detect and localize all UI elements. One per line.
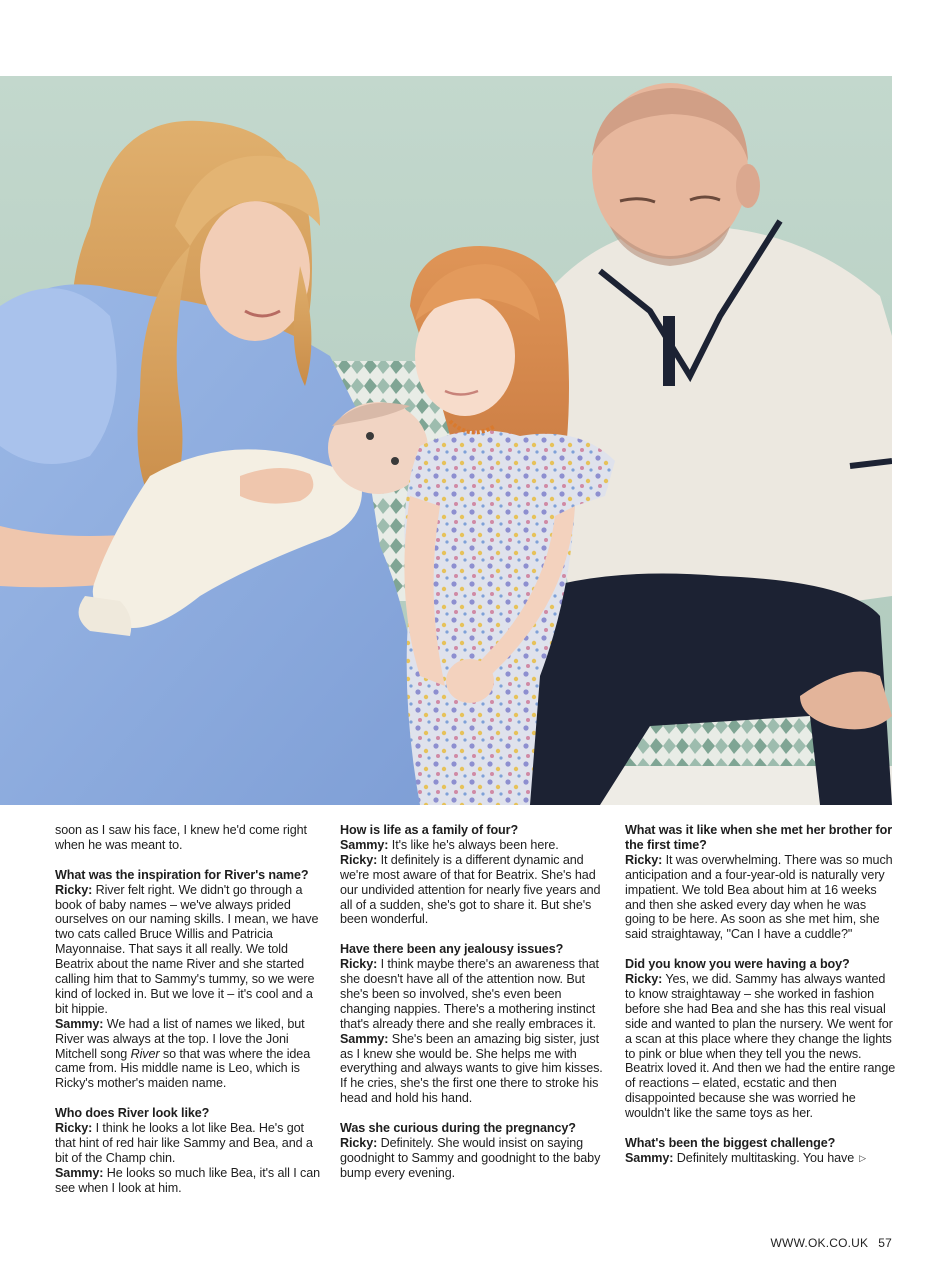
answer-text: Definitely multitasking. You have bbox=[673, 1150, 855, 1165]
answer-text: Yes, we did. Sammy has always wanted to know straightaway – she worked in fashion before she had Bea and she has this real visual side and wanted to plan the nursery. We went for a scan at this place where they change the lights to pink or blue when they tell you the news. Beatrix loved it. And then we had the entire range of reactions – elated, ecstatic and then disappointed because she was worried he wouldn't like the same toys as her. bbox=[625, 972, 896, 1121]
speaker-label: Sammy: bbox=[55, 1165, 104, 1180]
website-url: WWW.OK.CO.UK bbox=[770, 1236, 869, 1250]
answer-text: Definitely. She would insist on saying goodnight to Sammy and goodnight to the baby bump every evening. bbox=[340, 1136, 601, 1180]
answer-text: I think he looks a lot like Bea. He's got that hint of red hair like Sammy and Bea, and a bit of the Champ chin. bbox=[55, 1121, 313, 1165]
answer-text: It's like he's always been here. bbox=[388, 837, 559, 852]
speaker-label: Sammy: bbox=[625, 1150, 674, 1165]
speaker-label: Ricky: bbox=[625, 972, 663, 987]
qa-block bbox=[340, 942, 612, 1106]
article-column-1 bbox=[55, 823, 327, 1196]
answer-text: so that was where the idea came from. His middle name is Leo, which is Ricky's mother's maiden name. bbox=[55, 1046, 311, 1091]
page-number: 57 bbox=[878, 1236, 892, 1250]
speaker-label: Sammy: bbox=[340, 837, 389, 852]
answer-text: River felt right. We didn't go through a book of baby names – we've always prided ourselves on our naming skills. I mean, we have two cats called Bruce Willis and Patricia Mayonnaise. That says it all really. We told Beatrix about the name River and she started calling him that to Sammy's tummy, so we were kind of locked in. But we love it – it's cool and a bit hippie. bbox=[55, 882, 319, 1016]
speaker-label: Sammy: bbox=[340, 1031, 389, 1046]
answer-text: We had a list of names we liked, but River was always at the top. I love the Joni Mitchell song bbox=[55, 1016, 305, 1061]
question: What was the inspiration for River's name? bbox=[55, 867, 309, 882]
answer-text: It was overwhelming. There was so much anticipation and a four-year-old is naturally very impatient. We told Bea about him at 16 weeks and then she asked every day when he was going to be here. As soon as she met him, she said straightaway, "Can I have a cuddle?" bbox=[625, 852, 893, 942]
answer-text: She's been an amazing big sister, just as I knew she would be. She helps me with everything and always wants to give him kisses. If he cries, she's the first one there to stroke his head and hold his hand. bbox=[340, 1031, 603, 1106]
answer-text: It definitely is a different dynamic and we're most aware of that for Beatrix. She's had our undivided attention for nearly five years and all of a sudden, she's got to share it. But she's been wonderful. bbox=[340, 852, 601, 927]
qa-block bbox=[340, 823, 612, 927]
speaker-label: Ricky: bbox=[340, 1136, 378, 1150]
qa-block bbox=[625, 823, 897, 942]
question: Who does River look like? bbox=[55, 1106, 210, 1121]
article-column-3 bbox=[625, 823, 897, 1166]
qa-block bbox=[625, 957, 897, 1121]
family-portrait-photo bbox=[0, 76, 892, 805]
qa-block bbox=[55, 1106, 327, 1195]
question: How is life as a family of four? bbox=[340, 823, 519, 837]
qa-block bbox=[340, 1121, 612, 1181]
song-title: River bbox=[130, 1046, 160, 1061]
speaker-label: Ricky: bbox=[55, 882, 93, 897]
article-column-2 bbox=[340, 823, 612, 1181]
answer-text: He looks so much like Bea, it's all I can see when I look at him. bbox=[55, 1165, 320, 1195]
family-photo bbox=[0, 76, 892, 805]
question: What's been the biggest challenge? bbox=[625, 1136, 836, 1150]
speaker-label: Ricky: bbox=[340, 852, 378, 867]
answer-text: I think maybe there's an awareness that she doesn't have all of the attention now. But she's been so involved, she's even been changing nappies. There's a mothering instinct that's already there and she really embraces it. bbox=[340, 957, 599, 1031]
question: Have there been any jealousy issues? bbox=[340, 942, 564, 957]
speaker-label: Sammy: bbox=[55, 1016, 104, 1031]
article-body bbox=[0, 823, 943, 1213]
qa-block bbox=[55, 868, 327, 1092]
qa-block bbox=[625, 1136, 897, 1166]
question: Was she curious during the pregnancy? bbox=[340, 1121, 576, 1136]
speaker-label: Ricky: bbox=[55, 1121, 93, 1136]
speaker-label: Ricky: bbox=[340, 957, 378, 972]
question: What was it like when she met her brother for the first time? bbox=[625, 823, 893, 852]
speaker-label: Ricky: bbox=[625, 852, 663, 867]
question: Did you know you were having a boy? bbox=[625, 957, 850, 972]
continue-arrow-icon: ▷ bbox=[859, 1152, 866, 1163]
paragraph: soon as I saw his face, I knew he'd come right when he was meant to. bbox=[55, 823, 307, 852]
page-footer bbox=[771, 1236, 892, 1250]
